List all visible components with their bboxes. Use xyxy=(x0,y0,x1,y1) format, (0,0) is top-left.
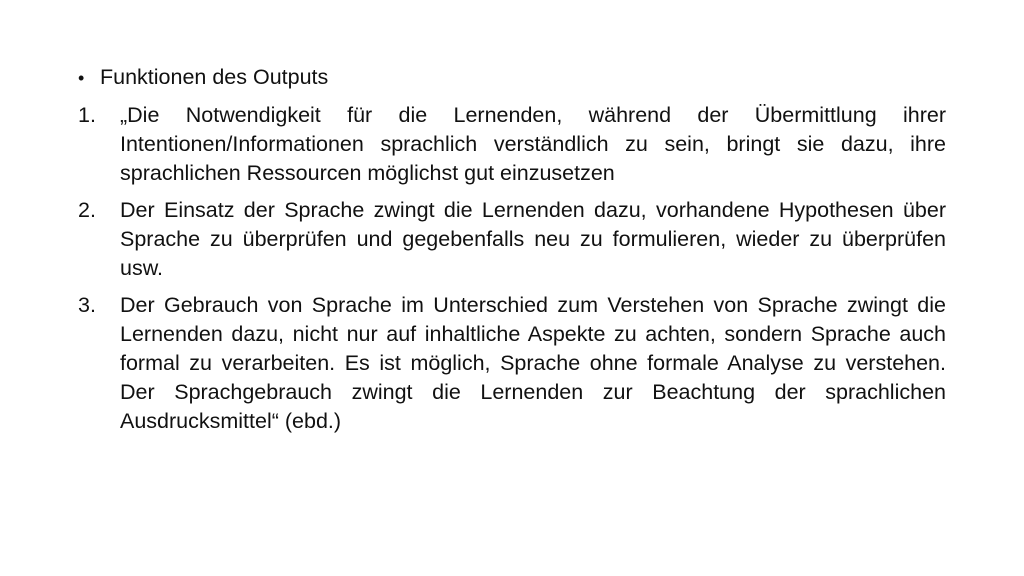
list-item-3 xyxy=(78,291,946,436)
list-item-2 xyxy=(78,196,946,283)
list-item-text: Der Einsatz der Sprache zwingt die Lernenden dazu, vorhandene Hypothesen über Sprache zu überprüfen und gegebenfalls neu zu formulieren, wieder zu überprüfen usw. xyxy=(120,198,946,280)
list-item-number: 3. xyxy=(78,293,96,317)
list-item-text: Der Gebrauch von Sprache im Unterschied zum Verstehen von Sprache zwingt die Lernenden dazu, nicht nur auf inhaltliche Aspekte zu achten, sondern Sprache auch formal zu verarbeiten. Es ist möglich, Sprache ohne formale Analyse zu verstehen. Der Sprachgebrauch zwingt die Lernenden zur Beachtung der sprachlichen Ausdrucksmittel“ (ebd.) xyxy=(120,293,946,433)
list-item-number: 1. xyxy=(78,103,96,127)
list-item-number: 2. xyxy=(78,198,96,222)
heading-line xyxy=(78,62,946,93)
bullet-icon: • xyxy=(78,68,85,88)
slide-heading: Funktionen des Outputs xyxy=(100,65,329,89)
list-item-text: „Die Notwendigkeit für die Lernenden, während der Übermittlung ihrer Intentionen/Informationen sprachlich verständlich zu sein, bringt sie dazu, ihre sprachlichen Ressourcen möglichst gut einzusetzen xyxy=(120,103,946,185)
slide-content xyxy=(78,62,946,444)
list-item-1 xyxy=(78,101,946,188)
